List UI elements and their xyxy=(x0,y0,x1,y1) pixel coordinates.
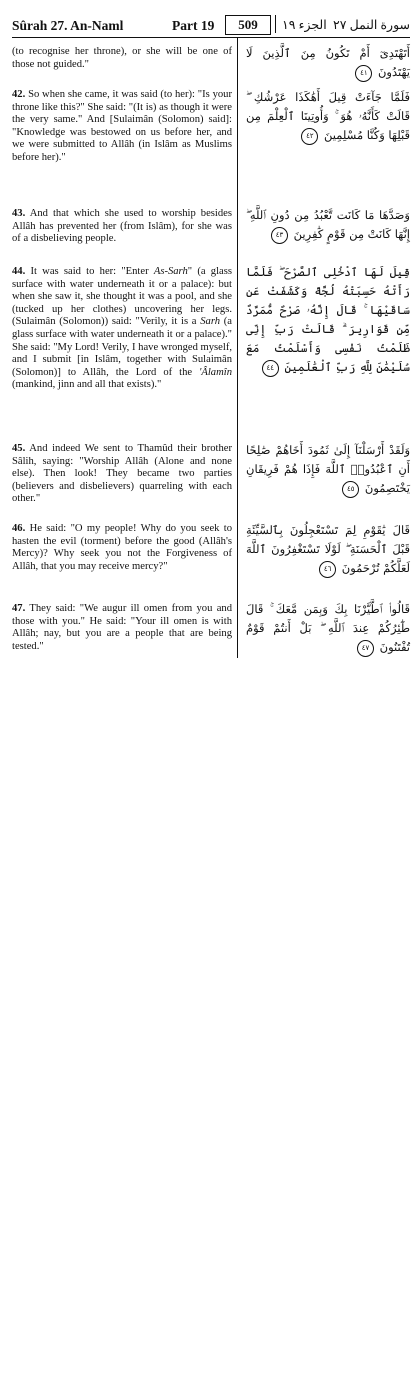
surah-title: Sûrah 27. An-Naml xyxy=(12,18,124,33)
verse-text: (to recognise her throne), or she will be one of those not guided." xyxy=(12,46,232,70)
arabic-text: أَتَهْتَدِىٓ أَمْ تَكُونُ مِنَ ٱلَّذِينَ لَا يَهْتَدُونَ xyxy=(246,46,410,79)
ayah-number-icon: ٤١ xyxy=(355,65,372,82)
verse-41-english xyxy=(12,46,232,71)
part-label: Part 19 xyxy=(172,18,215,33)
verse-43-english xyxy=(12,208,232,246)
arabic-text: وَلَقَدْ أَرْسَلْنَآ إِلَىٰ ثَمُودَ أَخَاهُمْ صَٰلِحًا أَنِ ٱعْبُدُوا۟ ٱللَّهَ فَإِذَا هُمْ فَرِيقَانِ يَخْتَصِمُونَ xyxy=(246,443,410,495)
verse-47-arabic xyxy=(246,600,410,657)
header-rule xyxy=(12,37,410,38)
ayah-number-icon: ٤٣ xyxy=(271,227,288,244)
arabic-text: قَالُوا۟ ٱطَّيَّرْنَا بِكَ وَبِمَن مَّعَكَ ۚ قَالَ طَٰٓئِرُكُمْ عِندَ ٱللَّهِ ۖ بَلْ أَنتُمْ قَوْمٌ تُفْتَنُونَ xyxy=(246,602,410,654)
verse-41-arabic xyxy=(246,44,410,82)
verse-46-english xyxy=(12,523,232,573)
surah-title-arabic: سورة النمل ٢٧ xyxy=(333,18,410,32)
ayah-number-icon: ٤٧ xyxy=(357,640,374,657)
header-separator xyxy=(269,15,276,33)
verse-text: He said: "O my people! Why do you seek to hasten the evil (torment) before the good (Allâh's Mercy)? Why seek you not the Forgiveness of Allâh, that you may receive mercy?" xyxy=(12,523,232,572)
arabic-text: وَصَدَّهَا مَا كَانَت تَّعْبُدُ مِن دُونِ ٱللَّهِ ۖ إِنَّهَا كَانَتْ مِن قَوْمٍ كَٰفِرِينَ xyxy=(246,208,410,241)
verse-number: 42. xyxy=(12,89,26,100)
verse-42-arabic xyxy=(246,88,410,145)
arabic-text: قِيلَ لَهَا ٱدْخُلِى ٱلصَّرْحَ ۖ فَلَمَّا رَأَتْهُ حَسِبَتْهُ لُجَّةً وَكَشَفَتْ عَن سَاقَيْهَا ۚ قَالَ إِنَّهُۥ صَرْحٌ مُّمَرَّدٌ مِّن قَوَارِيرَ ۗ قَالَتْ رَبِّ إِنِّى ظَلَمْتُ نَفْسِى وَأَسْلَمْتُ مَعَ سُلَيْمَٰنَ لِلَّهِ رَبِّ ٱلْعَٰلَمِينَ xyxy=(246,265,410,374)
verse-number: 47. xyxy=(12,603,26,614)
verse-text: So when she came, it was said (to her): "Is your throne like this?" She said: "(It is) as though it were the very same." And [Sulaimân (Solomon) said]: "Knowledge was bestowed on us before her, and we were submitted to Allâh (in Islâm as Muslims before her)." xyxy=(12,89,232,163)
ayah-number-icon: ٤٢ xyxy=(301,128,318,145)
verse-42-english xyxy=(12,89,232,165)
arabic-text: فَلَمَّا جَآءَتْ قِيلَ أَهَٰكَذَا عَرْشُكِ ۖ قَالَتْ كَأَنَّهُۥ هُوَ ۚ وَأُوتِينَا ٱلْعِلْمَ مِن قَبْلِهَا وَكُنَّا مُسْلِمِينَ xyxy=(246,90,410,142)
verse-number: 43. xyxy=(12,208,26,219)
verse-text: And that which she used to worship besides Allâh has prevented her (from Islâm), for she was of a disbelieving people. xyxy=(12,208,232,245)
verse-number: 46. xyxy=(12,523,26,534)
verse-44-english xyxy=(12,266,232,392)
verse-43-arabic xyxy=(246,206,410,244)
column-divider xyxy=(237,38,238,658)
verse-45-english xyxy=(12,443,232,506)
verse-text: And indeed We sent to Thamûd their brother Sâlih, saying: "Worship Allâh (Alone and none else). Then look! They became two parties (believers and disbelievers) quarreling with each other." xyxy=(12,443,232,505)
juz-arabic: الجزء ١٩ xyxy=(282,18,327,32)
verse-text: They said: "We augur ill omen from you and those with you." He said: "Your ill omen is with Allâh; nay, but you are a people that are being tested." xyxy=(12,603,233,652)
ayah-number-icon: ٤٤ xyxy=(262,360,279,377)
verse-47-english xyxy=(12,603,232,653)
verse-number: 44. xyxy=(12,266,26,277)
verse-45-arabic xyxy=(246,441,410,498)
verse-44-arabic xyxy=(246,263,410,377)
arabic-text: قَالَ يَٰقَوْمِ لِمَ تَسْتَعْجِلُونَ بِٱلسَّيِّئَةِ قَبْلَ ٱلْحَسَنَةِ ۖ لَوْلَا تَسْتَغْفِرُونَ ٱللَّهَ لَعَلَّكُمْ تُرْحَمُونَ xyxy=(246,523,410,575)
ayah-number-icon: ٤٦ xyxy=(319,561,336,578)
ayah-number-icon: ٤٥ xyxy=(342,481,359,498)
verse-number: 45. xyxy=(12,443,26,454)
page-number: 509 xyxy=(225,15,271,35)
verse-46-arabic xyxy=(246,521,410,578)
verse-text: It was said to her: "Enter As-Sarh" (a glass surface with water underneath it or a palace): but when she saw it, she thought it was a pool, and she (tucked up her clothes) uncovering her legs. (Sulaimân (Solomon)) said: "Verily, it is a Sarh (a glass surface with water underneath it or a palace)." She said: "My Lord! Verily, I have wronged myself, and I submit [in Islâm, together with Sulaimân (Solomon)] to Allâh, the Lord of the 'Âlamîn (mankind, jinn and all that exists)." xyxy=(12,266,232,391)
